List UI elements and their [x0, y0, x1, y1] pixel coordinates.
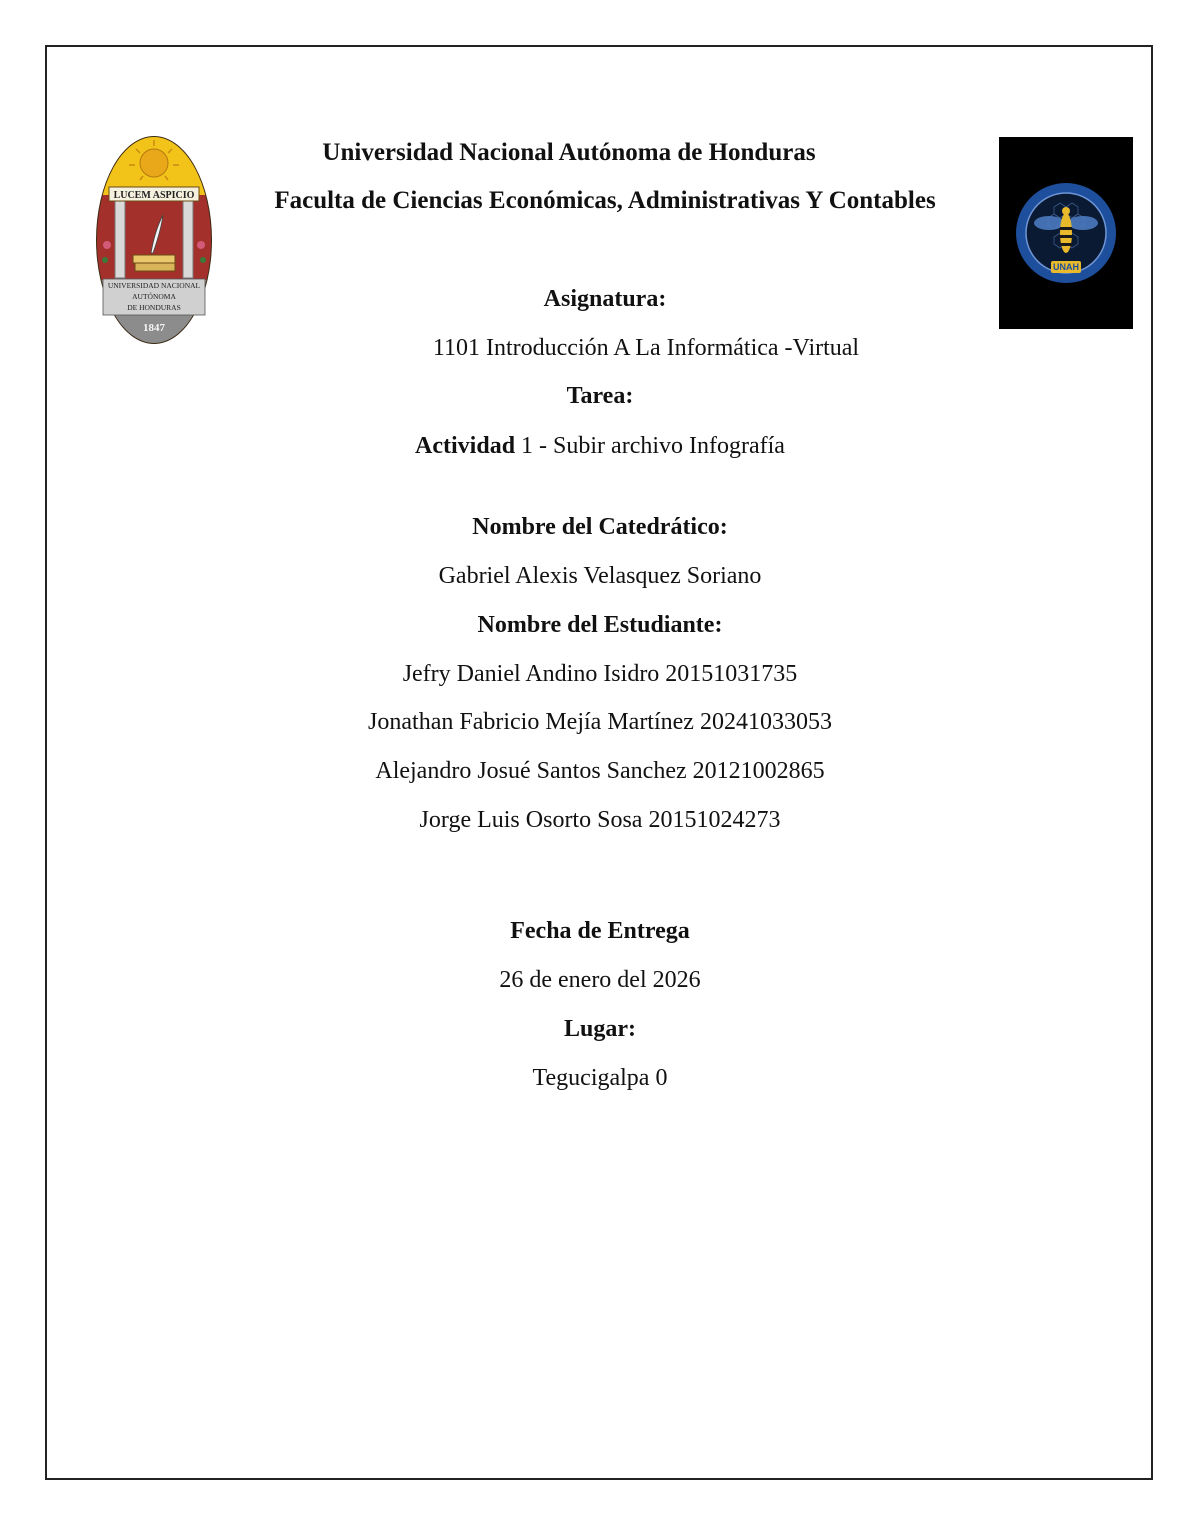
professor-label: Nombre del Catedrático: — [472, 514, 728, 540]
crest-year: 1847 — [143, 322, 165, 334]
task-value — [0, 431, 1200, 461]
place-value: Tegucigalpa 0 — [532, 1065, 668, 1091]
task-value-bold: Actividad — [415, 433, 516, 459]
crest-motto: LUCEM ASPICIO — [113, 190, 195, 201]
place-label: Lugar: — [564, 1016, 636, 1042]
crest-name-line3: DE HONDURAS — [127, 303, 181, 312]
student-item: Jorge Luis Osorto Sosa 20151024273 — [419, 807, 781, 833]
task-value-rest: 1 - Subir archivo Infografía — [515, 433, 785, 459]
crest-name-line1: UNIVERSIDAD NACIONAL — [107, 281, 201, 290]
student-item: Jefry Daniel Andino Isidro 20151031735 — [402, 661, 798, 687]
subject-label: Asignatura: — [543, 286, 667, 312]
subject-value: 1101 Introducción A La Informática -Virtual — [432, 335, 860, 361]
delivery-label: Fecha de Entrega — [510, 918, 690, 944]
professor-name: Gabriel Alexis Velasquez Soriano — [438, 563, 762, 589]
crest-name-line2: AUTÓNOMA — [132, 292, 176, 301]
delivery-date: 26 de enero del 2026 — [499, 967, 701, 993]
faculty-name: Faculta de Ciencias Económicas, Administrativas Y Contables — [274, 187, 936, 214]
student-item: Jonathan Fabricio Mejía Martínez 20241033053 — [368, 709, 832, 735]
university-name: Universidad Nacional Autónoma de Honduras — [322, 139, 816, 166]
emblem-badge-text: UNAH — [1053, 262, 1079, 272]
students-label: Nombre del Estudiante: — [477, 612, 723, 638]
task-label: Tarea: — [566, 383, 634, 409]
student-item: Alejandro Josué Santos Sanchez 20121002865 — [375, 758, 825, 784]
